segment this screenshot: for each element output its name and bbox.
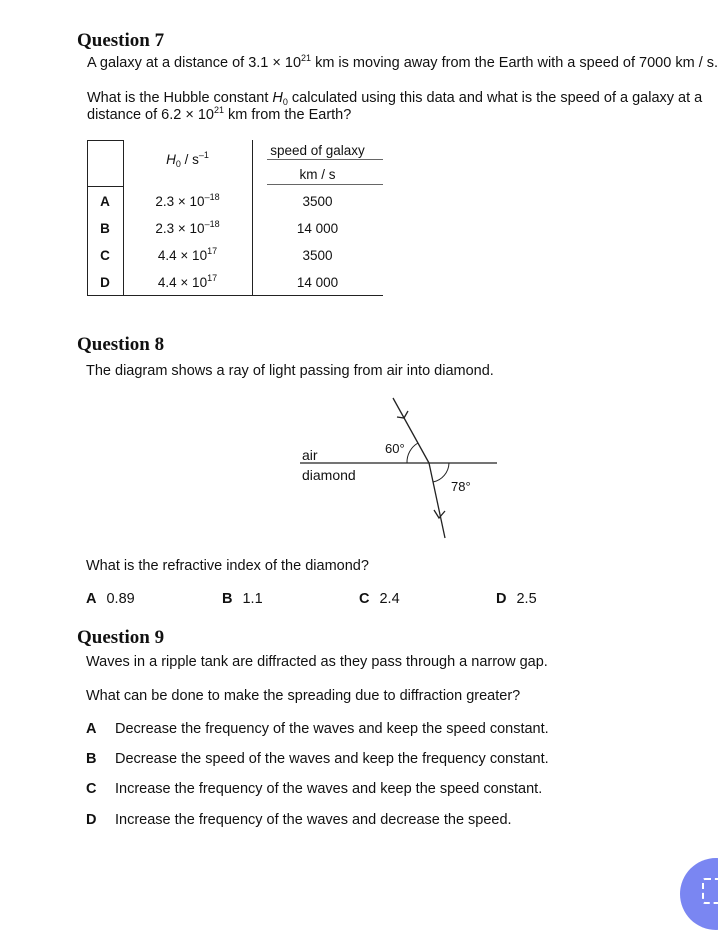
row-d-h0: $4.4 \times 10^{17}$ — [157, 273, 218, 290]
row-c-label: C — [100, 248, 110, 263]
q9-option-c[interactable]: C Increase the frequency of the waves and keep the speed constant. — [86, 781, 543, 797]
row-b-h0: $2.3 \times 10^{-18}$ — [155, 219, 220, 236]
refracted-angle-arc — [433, 463, 449, 482]
h0-column-header: $H_0 / s^{-1}$ — [166, 150, 209, 169]
scan-icon — [702, 878, 718, 904]
speed-column-unit: km / s — [299, 167, 336, 182]
row-c-h0: $4.4 \times 10^{17}$ — [157, 246, 218, 263]
row-b-speed: 14 000 — [296, 221, 339, 236]
q9-question: What can be done to make the spreading due to diffraction greater? — [86, 688, 521, 704]
incident-angle-arc — [407, 443, 418, 463]
question-9-title: Question 9 — [77, 627, 165, 648]
q7-statement-line-1: A galaxy at a distance of $3.1 \times 10^{21}$ km is moving away from the Earth with a speed of 7000 km / s. — [87, 53, 718, 71]
q7-question-line-1: What is the Hubble constant $H_0$ calculated using this data and what is the speed of a galaxy at a — [87, 90, 703, 107]
q9-option-a[interactable]: A Decrease the frequency of the waves and keep the speed constant. — [86, 721, 549, 737]
row-a-speed: 3500 — [302, 194, 333, 209]
diamond-label: diamond — [302, 467, 356, 483]
row-a-label: A — [100, 194, 110, 209]
q9-option-b[interactable]: B Decrease the speed of the waves and keep the frequency constant. — [86, 751, 549, 767]
q8-option-c[interactable]: C 2.4 — [359, 591, 400, 607]
row-d-label: D — [100, 275, 110, 290]
q7-question-line-2: distance of $6.2 \times 10^{21}$ km from the Earth? — [87, 105, 352, 123]
question-7-title: Question 7 — [77, 30, 165, 51]
q9-statement: Waves in a ripple tank are diffracted as they pass through a narrow gap. — [86, 654, 548, 670]
q7-answer-table — [87, 140, 383, 296]
q8-question: What is the refractive index of the diamond? — [86, 558, 369, 574]
q8-statement: The diagram shows a ray of light passing from air into diamond. — [86, 363, 494, 379]
q8-option-a[interactable]: A 0.89 — [86, 591, 135, 607]
refracted-ray — [429, 463, 445, 538]
question-8-title: Question 8 — [77, 334, 165, 355]
q8-option-d[interactable]: D 2.5 — [496, 591, 537, 607]
incident-angle-label: 60° — [385, 441, 405, 456]
refracted-angle-label: 78° — [451, 479, 471, 494]
air-label: air — [302, 447, 318, 463]
q8-option-b[interactable]: B 1.1 — [222, 591, 263, 607]
floating-action-button[interactable] — [680, 858, 718, 930]
q9-option-d[interactable]: D Increase the frequency of the waves and decrease the speed. — [86, 812, 512, 828]
speed-column-header: speed of galaxy — [270, 143, 365, 158]
refraction-diagram — [290, 390, 510, 545]
row-a-h0: $2.3 \times 10^{-18}$ — [155, 192, 220, 209]
row-d-speed: 14 000 — [296, 275, 339, 290]
row-c-speed: 3500 — [302, 248, 333, 263]
row-b-label: B — [100, 221, 110, 236]
